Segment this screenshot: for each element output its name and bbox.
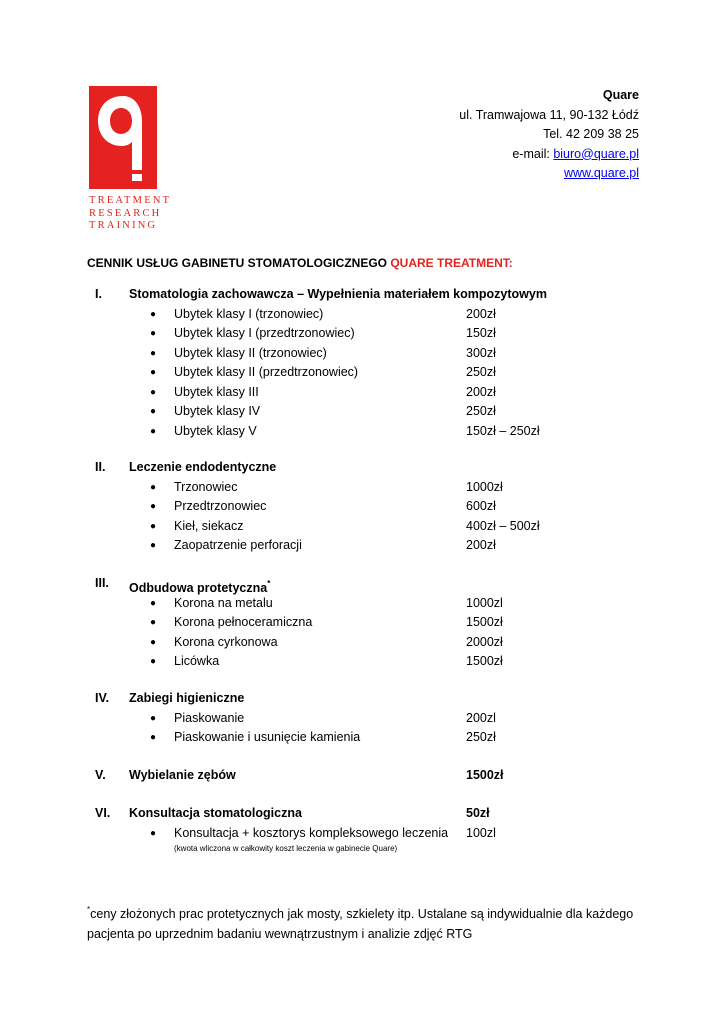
list-item-note (0, 843, 725, 857)
bullet-icon: ● (150, 656, 157, 667)
list-item (0, 422, 725, 442)
item-price: 250zł (466, 730, 496, 744)
item-label: Ubytek klasy IV (174, 404, 261, 418)
item-label: Ubytek klasy I (trzonowiec) (174, 306, 324, 321)
bullet-icon: ● (150, 328, 157, 339)
bullet-icon: ● (150, 636, 157, 648)
list-item (0, 363, 725, 383)
bullet-icon: ● (150, 732, 157, 743)
item-price: 100zl (466, 825, 496, 840)
item-label: Konsultacja + kosztorys kompleksowego leczenia (174, 825, 449, 840)
bullet-icon: ● (150, 501, 157, 512)
section-prosthetics (0, 574, 725, 672)
section-title-text: Odbudowa protetyczna (129, 581, 268, 595)
logo-line: TRAINING (89, 220, 158, 231)
website-link[interactable]: www.quare.pl (563, 166, 639, 180)
list-item (0, 633, 725, 653)
item-label: Ubytek klasy III (174, 384, 259, 399)
company-name: Quare (602, 88, 639, 102)
section-title: Wybielanie zębów (129, 768, 236, 782)
list-item (0, 824, 725, 844)
list-item (0, 709, 725, 729)
item-label: Kieł, siekacz (174, 518, 244, 533)
section-number: VI. (95, 806, 111, 820)
list-item (0, 652, 725, 672)
section-title: Stomatologia zachowawcza – Wypełnienia materiałem kompozytowym (129, 287, 547, 301)
list-item (0, 344, 725, 364)
item-label: Korona pełnoceramiczna (174, 615, 313, 629)
section-hygiene (0, 689, 725, 748)
bullet-icon: ● (150, 367, 157, 378)
title-highlight: QUARE TREATMENT: (390, 256, 513, 270)
item-price: 200zl (466, 710, 496, 725)
section-consultation (0, 804, 725, 857)
bullet-icon: ● (150, 308, 157, 320)
item-label: Zaopatrzenie perforacji (174, 538, 302, 552)
list-item (0, 324, 725, 344)
item-price: 150zł – 250zł (466, 423, 540, 438)
item-price: 250zł (466, 365, 496, 379)
section-number: II. (95, 460, 106, 474)
item-label: Licówka (174, 654, 220, 668)
bullet-icon: ● (150, 520, 157, 532)
item-price: 1500zł (466, 654, 503, 668)
logo (89, 86, 172, 233)
contact-block (459, 86, 639, 184)
footnote (87, 900, 647, 944)
item-label: Ubytek klasy I (przedtrzonowiec) (174, 326, 355, 340)
page-title (87, 256, 513, 270)
item-price: 200zł (466, 306, 496, 321)
list-item (0, 594, 725, 614)
list-item (0, 613, 725, 633)
list-item (0, 402, 725, 422)
list-item (0, 497, 725, 517)
email-prefix: e-mail: (512, 146, 554, 161)
item-price: 150zł (466, 326, 496, 340)
item-price: 2000zł (466, 634, 503, 649)
item-label: Trzonowiec (174, 479, 238, 494)
section-number: III. (95, 576, 109, 590)
section-number: V. (95, 768, 106, 782)
phone: Tel. 42 209 38 25 (543, 127, 639, 141)
list-item (0, 517, 725, 537)
list-item (0, 383, 725, 403)
bullet-icon: ● (150, 827, 157, 839)
section-price: 1500zł (466, 768, 504, 782)
bullet-icon: ● (150, 597, 157, 609)
bullet-icon: ● (150, 347, 157, 359)
list-item (0, 728, 725, 748)
item-label: Ubytek klasy II (przedtrzonowiec) (174, 365, 359, 379)
section-title: Leczenie endodentyczne (129, 460, 277, 474)
bullet-icon: ● (150, 406, 157, 417)
title-text: CENNIK USŁUG GABINETU STOMATOLOGICZNEGO (87, 256, 391, 270)
logo-q-icon (89, 86, 157, 189)
bullet-icon: ● (150, 481, 157, 493)
website-line (459, 164, 639, 184)
section-conservative (0, 285, 725, 441)
list-item (0, 536, 725, 556)
section-title: Zabiegi higieniczne (129, 691, 245, 705)
bullet-icon: ● (150, 617, 157, 628)
section-title: Konsultacja stomatologiczna (129, 806, 302, 820)
list-item (0, 478, 725, 498)
section-number: I. (95, 287, 102, 301)
item-price: 200zł (466, 384, 496, 399)
item-price: 1500zł (466, 615, 503, 629)
item-label: Piaskowanie (174, 710, 245, 725)
item-label: Ubytek klasy V (174, 423, 257, 438)
item-label: Korona na metalu (174, 595, 273, 610)
footnote-mark: * (267, 579, 271, 588)
footnote-mark: * (87, 905, 91, 914)
logo-line: TREATMENT (89, 195, 172, 206)
bullet-icon: ● (150, 425, 157, 437)
section-endodontics (0, 458, 725, 556)
item-price: 400zł – 500zł (466, 518, 540, 533)
bullet-icon: ● (150, 712, 157, 724)
section-price: 50zł (466, 806, 490, 820)
address: ul. Tramwajowa 11, 90-132 Łódź (459, 107, 639, 122)
item-label: Przedtrzonowiec (174, 499, 267, 513)
section-number: IV. (95, 691, 110, 705)
bullet-icon: ● (150, 386, 157, 398)
item-note: (kwota wliczona w całkowity koszt leczenia w gabinecie Quare) (174, 844, 398, 853)
section-whitening (0, 766, 725, 786)
item-price: 250zł (466, 404, 496, 418)
bullet-icon: ● (150, 540, 157, 551)
email-link[interactable]: biuro@quare.pl (553, 146, 639, 161)
item-label: Piaskowanie i usunięcie kamienia (174, 730, 361, 744)
footnote-text: ceny złożonych prac protetycznych jak mosty, szkielety itp. Ustalane są indywidualnie dla każdego pacjenta po uprzednim badaniu wewnątrzustnym i analizie zdjęć RTG (87, 907, 634, 941)
item-price: 1000zł (466, 479, 503, 494)
list-item (0, 305, 725, 325)
item-price: 600zł (466, 499, 496, 513)
item-price: 1000zl (466, 595, 503, 610)
item-price: 200zł (466, 538, 496, 552)
item-label: Korona cyrkonowa (174, 634, 278, 649)
logo-mark (89, 86, 157, 189)
logo-line: RESEARCH (89, 207, 162, 219)
item-price: 300zł (466, 345, 496, 360)
item-label: Ubytek klasy II (trzonowiec) (174, 345, 327, 360)
email-line (459, 145, 639, 165)
logo-wordmark (89, 195, 172, 233)
